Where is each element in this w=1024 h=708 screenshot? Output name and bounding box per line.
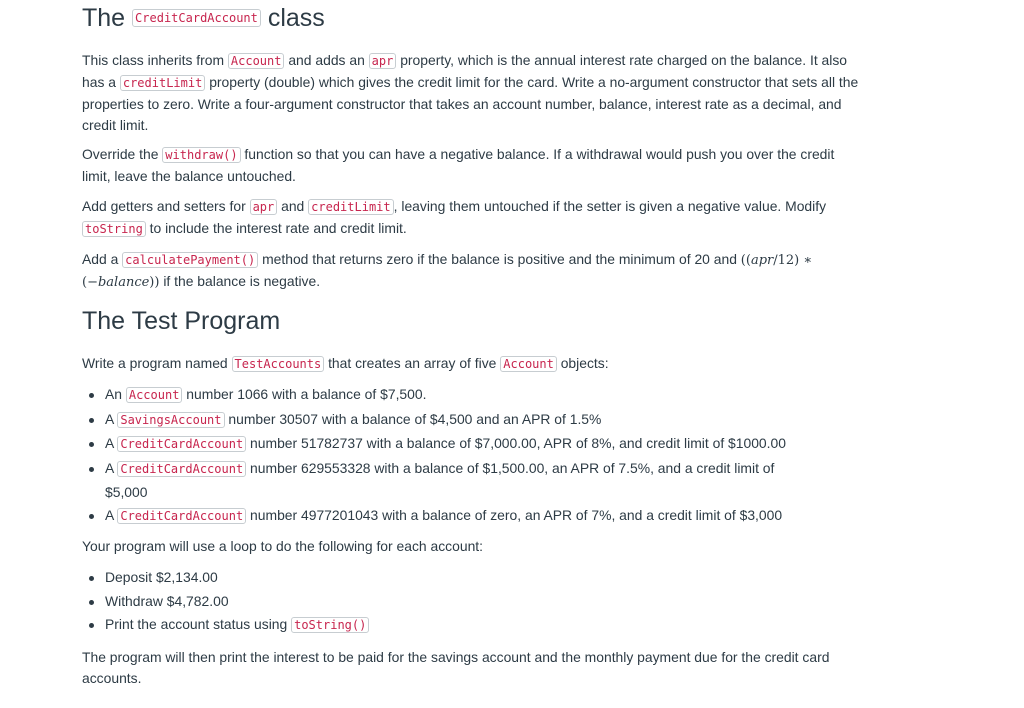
text: $5,000 [105, 484, 148, 500]
code-account: Account [500, 356, 557, 372]
text: function so that you can have a negative balance. If a withdrawal would push you over the credit limit, leave the balance untouched. [82, 146, 835, 184]
heading-test-program: The Test Program [82, 307, 281, 335]
list-item [82, 457, 882, 505]
accounts-list [82, 383, 882, 529]
code-testaccounts: TestAccounts [232, 356, 325, 372]
text: number 629553328 with a balance of $1,500.00, an APR of 7.5%, and a credit limit of [250, 459, 775, 476]
formula-part: (( [740, 253, 751, 268]
list-item [82, 383, 882, 408]
text: , leaving them untouched if the setter is given a negative value. Modify [393, 198, 827, 214]
text: Deposit $2,134.00 [105, 569, 218, 585]
formula-apr: apr [750, 253, 774, 268]
paragraph-inherits [82, 50, 862, 136]
text: Override the [82, 146, 159, 162]
text: A [105, 435, 114, 451]
code-calculatepayment: calculatePayment() [122, 252, 258, 268]
text: Add a [82, 251, 119, 267]
list-item [82, 432, 882, 457]
code-creditlimit: creditLimit [308, 199, 393, 215]
heading-post: class [267, 4, 325, 32]
formula-balance: balance [97, 275, 150, 290]
text: and adds an [288, 52, 365, 68]
text: number 30507 with a balance of $4,500 and an APR of 1.5% [228, 410, 602, 427]
text: if the balance is negative. [163, 273, 321, 289]
text: property (double) which gives the credit limit for the card. Write a no-argument constructor that sets all the properties to zero. Write a four-argument constructor that takes an account number, balance, interest rate as a decimal, and credit limit. [82, 74, 859, 133]
paragraph-override [82, 144, 862, 187]
text: Print the account status using [105, 616, 288, 632]
text: method that returns zero if the balance is positive and the minimum of 20 and [262, 251, 737, 267]
heading-code: CreditCardAccount [132, 9, 261, 27]
paragraph-final: The program will then print the interest to be paid for the savings account and the monthly payment due for the credit card accounts. [82, 649, 830, 686]
heading-creditcardaccount-class [82, 3, 325, 33]
text: This class inherits from [82, 52, 225, 68]
text: A [105, 410, 114, 427]
text: and [281, 198, 305, 214]
text: Add getters and setters for [82, 198, 246, 214]
text: number 1066 with a balance of $7,500. [186, 386, 427, 402]
code-creditlimit: creditLimit [120, 75, 205, 91]
text: Write a program named [82, 355, 228, 371]
code-class: SavingsAccount [117, 412, 224, 428]
text: that creates an array of five [328, 355, 497, 371]
list-item [82, 408, 882, 433]
code-tostring: toString() [291, 617, 369, 633]
text: An [105, 386, 122, 402]
code-withdraw: withdraw() [162, 147, 240, 163]
text: property, which is the annual interest rate charged on the balance. It also has a [82, 52, 848, 90]
paragraph-calculate-payment [82, 249, 862, 293]
text: A [105, 459, 114, 476]
list-item [82, 613, 882, 638]
code-class: Account [126, 387, 183, 403]
text: Withdraw $4,782.00 [105, 592, 229, 609]
text: objects: [560, 355, 609, 371]
code-apr: apr [369, 53, 397, 69]
text: to include the interest rate and credit limit. [149, 220, 407, 236]
paragraph-write-program [82, 353, 862, 375]
heading-pre: The [82, 4, 126, 32]
code-tostring: toString [82, 221, 146, 237]
steps-list [82, 566, 882, 638]
list-item [82, 566, 882, 590]
code-account: Account [228, 53, 285, 69]
text: number 4977201043 with a balance of zero, an APR of 7%, and a credit limit of $3,000 [250, 507, 783, 523]
code-class: CreditCardAccount [117, 508, 246, 524]
formula-part: /12) ∗ (− [82, 253, 813, 290]
text: number 51782737 with a balance of $7,000.00, APR of 8%, and credit limit of $1000.00 [250, 435, 786, 451]
paragraph-getters-setters [82, 196, 862, 240]
text: A [105, 507, 114, 523]
code-class: CreditCardAccount [117, 436, 246, 452]
list-item [82, 590, 882, 614]
paragraph-loop: Your program will use a loop to do the following for each account: [82, 538, 484, 554]
formula-part: )) [149, 275, 160, 290]
code-apr: apr [250, 199, 278, 215]
code-class: CreditCardAccount [117, 461, 246, 477]
list-item [82, 504, 882, 529]
